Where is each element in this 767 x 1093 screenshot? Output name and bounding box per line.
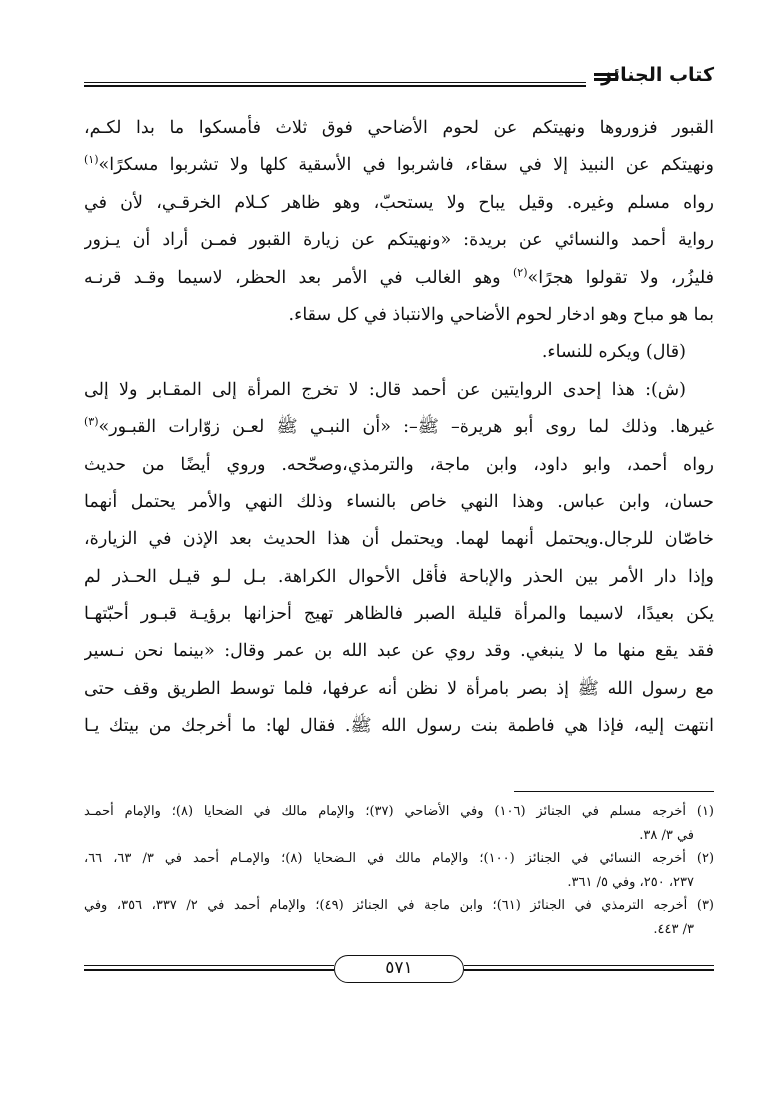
header-rule	[84, 82, 586, 83]
text-line: غيرها. وذلك لما روى أبو هريرة– ﷺ–: «أن النبـي ﷺ لعـن زوّارات القبـور»$^{(٣)}$	[84, 415, 714, 438]
text-line: حسان، وابن عباس. وهذا النهي خاص بالنساء وذلك النهي والأمر يحتمل أنهما	[84, 491, 714, 512]
footnote-ref: (١)	[84, 153, 99, 167]
text-line: فقد يقع منها ما لا ينبغي. وقد روي عن عبد الله بن عمر وقال: «بينما نحن نـسير	[84, 641, 714, 662]
footnote-separator	[514, 791, 714, 792]
footnote-ref: (٣)	[84, 415, 99, 429]
footnotes	[84, 800, 714, 941]
footnote-line: في ٣/ ٣٨.	[639, 827, 694, 843]
text-line: فليزُر، ولا تقولوا هجرًا»$^{(٢)}$ وهو الغالب في الأمر بعد الحظر، لاسيما وقـد قرنـه	[84, 265, 714, 288]
text-line: ونهيتكم عن النبيذ إلا في سقاء، فاشربوا في الأسقية كلها ولا تشربوا مسكرًا»$^{(١)}$	[84, 153, 714, 176]
running-header	[84, 62, 714, 92]
main-text	[84, 110, 714, 746]
text-line: رواه مسلم وغيره. وقيل يباح ولا يستحبّ، وهو ظاهر كـلام الخرقـي، لأن في	[84, 192, 714, 213]
footnote-line: (٣) أخرجه الترمذي في الجنائز (٦١)؛ وابن ماجة في الجنائز (٤٩)؛ والإمام أحمد في ٢/ ٣٣٧، ٣٥٦، وفي	[84, 898, 714, 913]
header-rule-thick	[84, 85, 586, 87]
page-number: ٥٧١	[334, 955, 464, 983]
text-line: يكن بعيدًا، لاسيما والمرأة قليلة الصبر فالظاهر تهيج أحزانها برؤيـة قبـور أحبّتهـا	[84, 604, 714, 625]
footnote-line: ٣/ ٤٤٣.	[653, 921, 694, 937]
footnote-line: (٢) أخرجه النسائي في الجنائز (١٠٠)؛ والإمام مالك في الـضحايا (٨)؛ والإمـام أحمد في ٣/ ٦٣، ٦٦،	[84, 851, 714, 866]
text-line: خاصّان للرجال.ويحتمل أنهما لهما. ويحتمل أن هذا الحديث بعد الإذن في الزيارة،	[84, 529, 714, 550]
text-line: رواه أحمد، وابو داود، وابن ماجة، والترمذي،وصحّحه. وروي أيضًا من حديث	[84, 454, 714, 475]
text-line: بما هو مباح وهو ادخار لحوم الأضاحي والانتباذ في كل سقاء.	[288, 304, 714, 325]
text-line: القبور فزوروها ونهيتكم عن لحوم الأضاحي فوق ثلاث فأمسكوا ما بدا لكـم،	[84, 118, 714, 138]
footer-rule	[84, 965, 334, 966]
text-line: وإذا دار الأمر بين الحذر والإباحة فأقل الأحوال الكراهة. بـل لـو قيـل الحـذر لم	[84, 566, 714, 587]
text-line: مع رسول الله ﷺ إذ بصر بامرأة لا نظن أنه عرفها، فلما توسط الطريق وقف حتى	[84, 678, 714, 699]
footnote-line: ٢٣٧، ٢٥٠، وفي ٥/ ٣٦١.	[567, 874, 694, 890]
footnote-line: (١) أخرجه مسلم في الجنائز (١٠٦) وفي الأضاحي (٣٧)؛ والإمام مالك في الضحايا (٨)؛ والإمام أحمـد	[84, 804, 714, 819]
page-footer	[84, 955, 714, 995]
footer-rule	[464, 969, 714, 971]
text-line: انتهت إليه، فإذا هي فاطمة بنت رسول الله ﷺ. فقال لها: ما أخرجك من بيتك يـا	[84, 716, 714, 737]
text-line: (ش): هذا إحدى الروايتين عن أحمد قال: لا تخرج المرأة إلى المقـابر ولا إلى	[84, 379, 686, 400]
footnote-ref: (٢)	[512, 265, 528, 279]
text-line: (قال) ويكره للنساء.	[541, 342, 686, 363]
footer-rule	[84, 969, 334, 971]
text-line: رواية أحمد والنسائي عن بريدة: «ونهيتكم عن زيارة القبور فمـن أراد أن يـزور	[84, 230, 714, 251]
footer-rule	[464, 965, 714, 966]
chapter-title: كتاب الجنائز	[601, 64, 714, 86]
